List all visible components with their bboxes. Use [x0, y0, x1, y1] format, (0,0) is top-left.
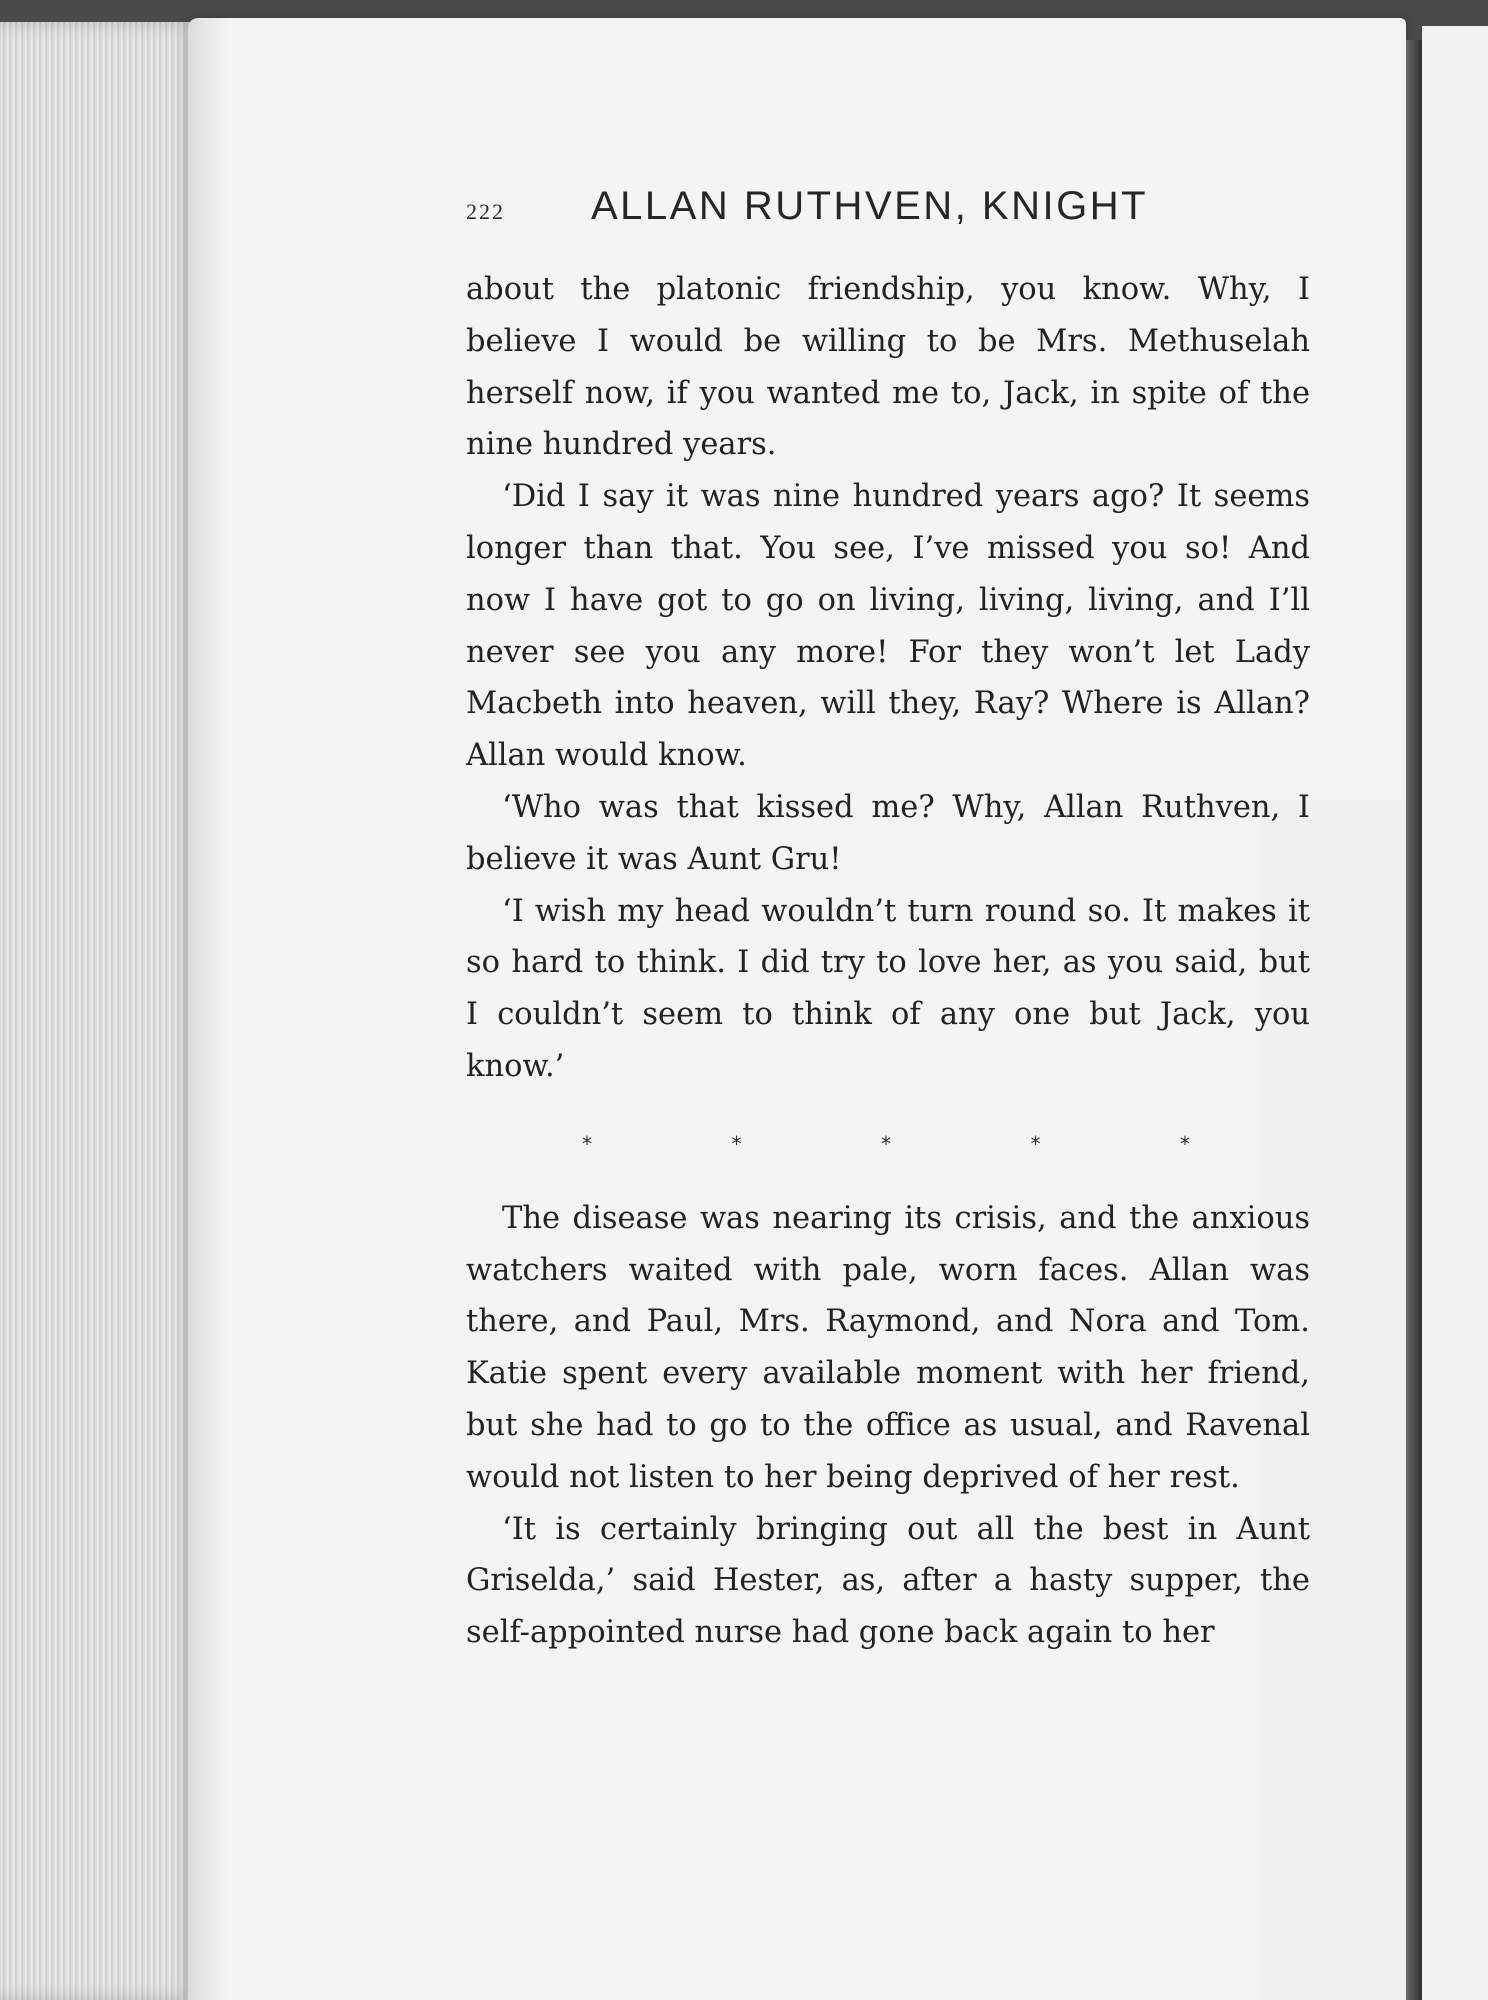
section-break-star: *: [731, 1131, 742, 1156]
paragraph: about the platonic friendship, you know. Why, I believe I would be willing to be Mrs. Methuselah herself now, if you wanted me to, Jack, in spite of the nine hundred years.: [466, 272, 1310, 463]
paragraph: ‘I wish my head wouldn’t turn round so. It makes it so hard to think. I did try to love her, as you said, but I couldn’t seem to think of any one but Jack, you know.’: [466, 893, 1310, 1084]
section-break-star: *: [1030, 1131, 1041, 1156]
paragraph: ‘It is certainly bringing out all the best in Aunt Griselda,’ said Hester, as, after a hasty supper, the self-appointed nurse had gone back again to her: [466, 1511, 1310, 1651]
section-break: [466, 1115, 1310, 1175]
section-break-star: *: [881, 1131, 891, 1156]
section-break-star: *: [582, 1131, 592, 1156]
book-gutter: [1406, 40, 1422, 2000]
paragraph: The disease was nearing its crisis, and the anxious watchers waited with pale, worn faces. Allan was there, and Paul, Mrs. Raymond, and Nora and Tom. Katie spent every available moment with her friend, but she had to go to the office as usual, and Ravenal would not listen to her being deprived of her rest.: [466, 1200, 1310, 1495]
running-header: [466, 184, 1306, 244]
facing-page-edge: [1422, 26, 1488, 2000]
page-number: 222: [466, 199, 505, 224]
body-text: [466, 264, 1310, 1659]
running-title: ALLAN RUTHVEN, KNIGHT: [591, 184, 1149, 228]
section-break-star: *: [1180, 1131, 1190, 1156]
page-stack-edges: [0, 22, 200, 2000]
paragraph: ‘Who was that kissed me? Why, Allan Ruthven, I believe it was Aunt Gru!: [466, 789, 1310, 877]
paragraph: ‘Did I say it was nine hundred years ago? It seems longer than that. You see, I’ve missed you so! And now I have got to go on living, living, living, and I’ll never see you any more! For they won’t let Lady Macbeth into heaven, will they, Ray? Where is Allan? Allan would know.: [466, 479, 1310, 774]
